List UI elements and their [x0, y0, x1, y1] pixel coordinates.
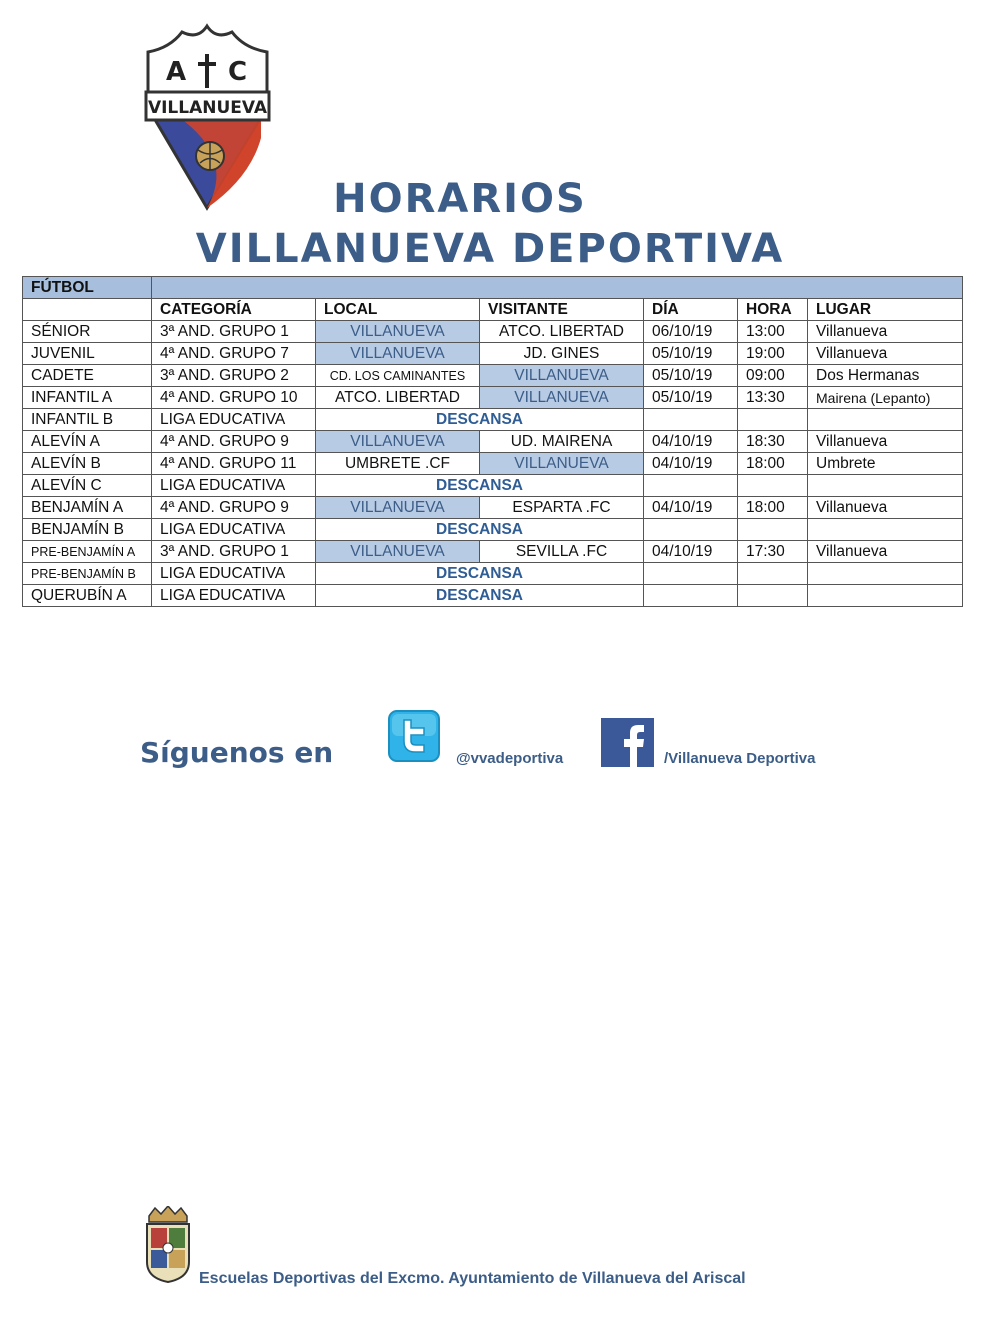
time-cell: 18:00: [738, 497, 808, 519]
team-cell: BENJAMÍN B: [23, 519, 152, 541]
local-cell: DESCANSA: [316, 585, 644, 607]
table-row: [23, 585, 963, 607]
local-cell: VILLANUEVA: [316, 497, 480, 519]
place-cell: Umbrete: [808, 453, 963, 475]
local-cell: DESCANSA: [316, 563, 644, 585]
day-cell: 04/10/19: [644, 453, 738, 475]
place-cell: Dos Hermanas: [808, 365, 963, 387]
table-row: [23, 387, 963, 409]
local-cell: VILLANUEVA: [316, 541, 480, 563]
category-cell: 3ª AND. GRUPO 2: [152, 365, 316, 387]
local-cell: VILLANUEVA: [316, 431, 480, 453]
team-cell: JUVENIL: [23, 343, 152, 365]
time-cell: 13:00: [738, 321, 808, 343]
category-cell: 4ª AND. GRUPO 9: [152, 497, 316, 519]
category-cell: 3ª AND. GRUPO 1: [152, 321, 316, 343]
header-local: LOCAL: [316, 299, 480, 321]
category-cell: LIGA EDUCATIVA: [152, 519, 316, 541]
header-visitor: VISITANTE: [480, 299, 644, 321]
empty-cell: [808, 563, 963, 585]
svg-text:C: C: [228, 57, 248, 87]
visitor-cell: UD. MAIRENA: [480, 431, 644, 453]
empty-cell: [808, 519, 963, 541]
time-cell: 19:00: [738, 343, 808, 365]
time-cell: 09:00: [738, 365, 808, 387]
local-cell: VILLANUEVA: [316, 321, 480, 343]
table-row: [23, 431, 963, 453]
header-team: [23, 299, 152, 321]
category-cell: LIGA EDUCATIVA: [152, 563, 316, 585]
team-cell: ALEVÍN C: [23, 475, 152, 497]
follow-label: Síguenos en: [140, 736, 334, 769]
category-cell: 4ª AND. GRUPO 11: [152, 453, 316, 475]
category-cell: 4ª AND. GRUPO 10: [152, 387, 316, 409]
visitor-cell: JD. GINES: [480, 343, 644, 365]
time-cell: 18:00: [738, 453, 808, 475]
twitter-handle[interactable]: @vvadeportiva: [456, 750, 564, 767]
category-cell: 4ª AND. GRUPO 7: [152, 343, 316, 365]
place-cell: Villanueva: [808, 541, 963, 563]
page-title: HORARIOS: [333, 176, 587, 222]
empty-cell: [644, 585, 738, 607]
town-crest-icon: [143, 1206, 193, 1284]
visitor-cell: ATCO. LIBERTAD: [480, 321, 644, 343]
local-cell: CD. LOS CAMINANTES: [316, 365, 480, 387]
empty-cell: [738, 475, 808, 497]
local-cell: UMBRETE .CF: [316, 453, 480, 475]
empty-cell: [808, 475, 963, 497]
header-time: HORA: [738, 299, 808, 321]
facebook-handle[interactable]: /Villanueva Deportiva: [664, 750, 816, 767]
team-cell: ALEVÍN A: [23, 431, 152, 453]
team-cell: PRE-BENJAMÍN A: [23, 541, 152, 563]
table-row: [23, 453, 963, 475]
empty-cell: [738, 563, 808, 585]
local-cell: ATCO. LIBERTAD: [316, 387, 480, 409]
place-cell: Villanueva: [808, 321, 963, 343]
table-row: [23, 409, 963, 431]
table-row: [23, 497, 963, 519]
time-cell: 13:30: [738, 387, 808, 409]
category-cell: 4ª AND. GRUPO 9: [152, 431, 316, 453]
local-cell: DESCANSA: [316, 409, 644, 431]
local-cell: DESCANSA: [316, 475, 644, 497]
table-row: [23, 519, 963, 541]
visitor-cell: SEVILLA .FC: [480, 541, 644, 563]
empty-cell: [738, 585, 808, 607]
local-cell: DESCANSA: [316, 519, 644, 541]
day-cell: 06/10/19: [644, 321, 738, 343]
day-cell: 04/10/19: [644, 541, 738, 563]
category-cell: LIGA EDUCATIVA: [152, 475, 316, 497]
team-cell: CADETE: [23, 365, 152, 387]
team-cell: INFANTIL B: [23, 409, 152, 431]
empty-cell: [808, 409, 963, 431]
local-cell: VILLANUEVA: [316, 343, 480, 365]
table-row: [23, 475, 963, 497]
empty-cell: [644, 519, 738, 541]
table-row: [23, 563, 963, 585]
category-cell: LIGA EDUCATIVA: [152, 409, 316, 431]
header-row: [23, 299, 963, 321]
empty-cell: [738, 409, 808, 431]
empty-cell: [738, 519, 808, 541]
day-cell: 05/10/19: [644, 387, 738, 409]
empty-cell: [808, 585, 963, 607]
place-cell: Villanueva: [808, 497, 963, 519]
table-row: [23, 321, 963, 343]
empty-cell: [644, 475, 738, 497]
visitor-cell: ESPARTA .FC: [480, 497, 644, 519]
header-day: DÍA: [644, 299, 738, 321]
place-cell: Villanueva: [808, 343, 963, 365]
table-row: [23, 365, 963, 387]
empty-cell: [644, 563, 738, 585]
footer-text: Escuelas Deportivas del Excmo. Ayuntamiento de Villanueva del Ariscal: [199, 1270, 746, 1287]
visitor-cell: VILLANUEVA: [480, 365, 644, 387]
team-cell: INFANTIL A: [23, 387, 152, 409]
facebook-icon[interactable]: [601, 718, 654, 767]
visitor-cell: VILLANUEVA: [480, 453, 644, 475]
header-category: CATEGORÍA: [152, 299, 316, 321]
team-cell: QUERUBÍN A: [23, 585, 152, 607]
time-cell: 17:30: [738, 541, 808, 563]
time-cell: 18:30: [738, 431, 808, 453]
team-cell: ALEVÍN B: [23, 453, 152, 475]
twitter-icon[interactable]: [388, 710, 440, 762]
svg-text:VILLANUEVA: VILLANUEVA: [147, 98, 268, 118]
svg-text:A: A: [166, 57, 187, 87]
table-row: [23, 541, 963, 563]
team-cell: PRE-BENJAMÍN B: [23, 563, 152, 585]
day-cell: 04/10/19: [644, 497, 738, 519]
category-cell: LIGA EDUCATIVA: [152, 585, 316, 607]
place-cell: Mairena (Lepanto): [808, 387, 963, 409]
category-cell: 3ª AND. GRUPO 1: [152, 541, 316, 563]
header-place: LUGAR: [808, 299, 963, 321]
day-cell: 05/10/19: [644, 365, 738, 387]
schedule-table: [22, 276, 963, 607]
page-subtitle: VILLANUEVA DEPORTIVA: [195, 226, 785, 272]
empty-cell: [644, 409, 738, 431]
section-row: [23, 277, 963, 299]
section-label: FÚTBOL: [23, 277, 152, 299]
place-cell: Villanueva: [808, 431, 963, 453]
table-row: [23, 343, 963, 365]
team-cell: SÉNIOR: [23, 321, 152, 343]
day-cell: 05/10/19: [644, 343, 738, 365]
team-cell: BENJAMÍN A: [23, 497, 152, 519]
visitor-cell: VILLANUEVA: [480, 387, 644, 409]
day-cell: 04/10/19: [644, 431, 738, 453]
